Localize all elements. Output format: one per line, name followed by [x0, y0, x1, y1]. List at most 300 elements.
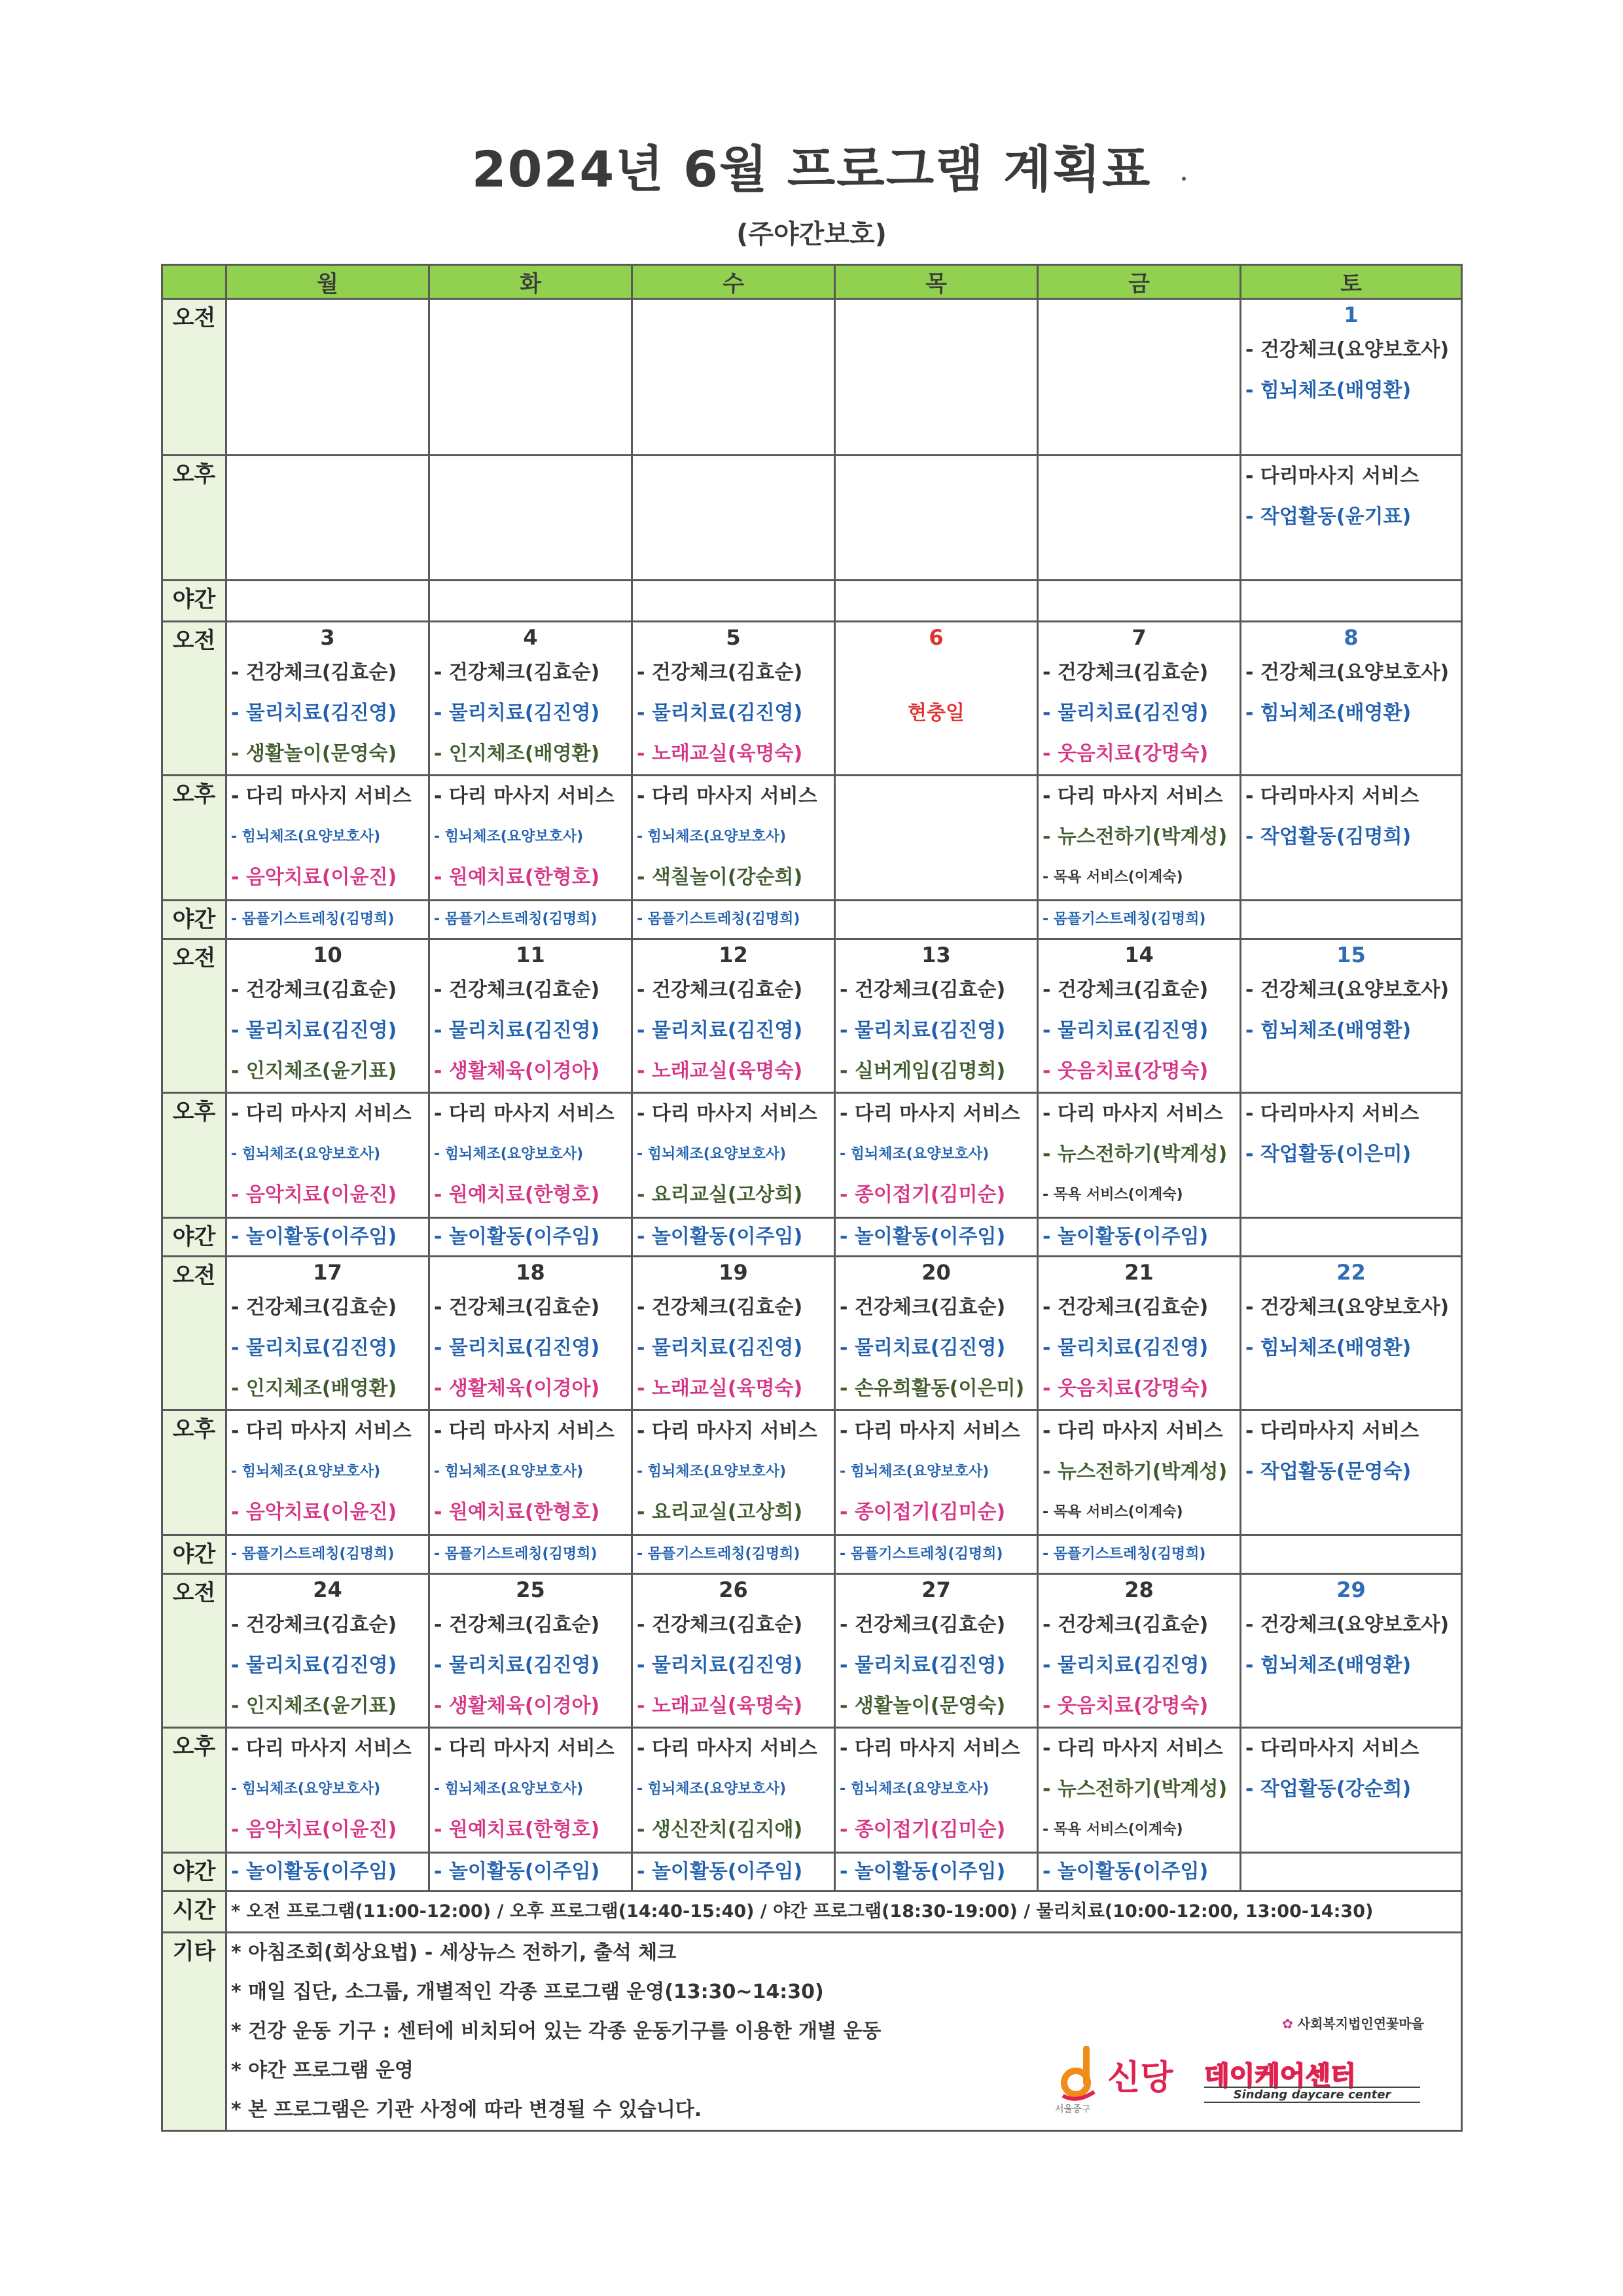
cell-wed-pm: [632, 776, 835, 901]
period-label-am: 오전: [162, 299, 226, 456]
cell-tue-am: [429, 1574, 632, 1728]
cell-mon-ev: [226, 1535, 429, 1574]
activity-item: - 건강체크(요양보호사): [1245, 978, 1450, 1001]
activity-item: - 물리치료(김진영): [231, 1654, 397, 1677]
cell-sat-am: [1241, 1574, 1462, 1728]
activity-item: - 생신잔치(김지애): [637, 1818, 803, 1841]
activity-item: - 음악치료(이윤진): [231, 1818, 397, 1841]
activity-item: - 원예치료(한형호): [434, 1183, 600, 1206]
cell-mon-ev: [226, 901, 429, 939]
activity-item: - 몸플기스트레칭(김명희): [434, 1546, 597, 1562]
activity-item: - 물리치료(김진영): [434, 702, 600, 725]
cell-thu-pm: [835, 456, 1038, 581]
weekday-header-row: [162, 265, 1462, 299]
notes-cell: [226, 1933, 1462, 2131]
date-number: 13: [921, 942, 951, 967]
activity-item: - 다리 마사지 서비스: [840, 1420, 1020, 1443]
title-dot: [1182, 177, 1186, 181]
cell-fri-pm: [1038, 1410, 1241, 1535]
note-line: * 본 프로그램은 기관 사정에 따라 변경될 수 있습니다.: [231, 2098, 702, 2121]
date-number: 17: [313, 1260, 342, 1285]
activity-item: - 힘뇌체조(요양보호사): [231, 829, 381, 845]
activity-item: - 다리마사지 서비스: [1245, 1737, 1419, 1760]
activity-item: - 다리 마사지 서비스: [434, 1420, 615, 1443]
date-number: 6: [929, 625, 944, 650]
activity-item: - 건강체크(김효순): [434, 1613, 600, 1636]
activity-item: - 물리치료(김진영): [1043, 1019, 1209, 1042]
date-number: 25: [516, 1577, 545, 1602]
cell-sat-ev: [1241, 1218, 1462, 1257]
activity-item: - 힘뇌체조(요양보호사): [434, 829, 584, 845]
activity-item: - 노래교실(육명숙): [637, 1695, 803, 1717]
cell-sat-am: [1241, 939, 1462, 1093]
cell-thu-ev: [835, 1218, 1038, 1257]
cell-mon-am: [226, 1257, 429, 1410]
activity-item: - 물리치료(김진영): [840, 1654, 1006, 1677]
activity-item: - 종이접기(김미순): [840, 1501, 1006, 1524]
activity-item: - 다리 마사지 서비스: [637, 785, 817, 808]
cell-tue-am: [429, 939, 632, 1093]
date-number: 27: [921, 1577, 951, 1602]
cell-thu-am: [835, 622, 1038, 776]
date-number: [836, 300, 1037, 330]
header-day-fri: 금: [1038, 265, 1241, 299]
activity-item: - 건강체크(김효순): [231, 661, 397, 684]
activity-item: - 힘뇌체조(요양보호사): [434, 1146, 584, 1162]
cell-mon-ev: [226, 1853, 429, 1892]
note-line: * 매일 집단, 소그룹, 개별적인 각종 프로그램 운영(13:30~14:30): [231, 1981, 824, 2003]
activity-item: - 작업활동(이은미): [1245, 1143, 1412, 1166]
cell-sat-pm: [1241, 1410, 1462, 1535]
cell-fri-am: [1038, 939, 1241, 1093]
activity-item: - 힘뇌체조(요양보호사): [840, 1781, 990, 1797]
activity-item: - 건강체크(김효순): [1043, 978, 1209, 1001]
period-label-pm: 오후: [162, 1728, 226, 1853]
cell-tue-pm: [429, 456, 632, 581]
cell-fri-pm: [1038, 1728, 1241, 1853]
activity-item: - 물리치료(김진영): [1043, 1336, 1209, 1359]
cell-fri-am: [1038, 622, 1241, 776]
cell-mon-am: [226, 622, 429, 776]
activity-item: - 작업활동(김명희): [1245, 825, 1412, 848]
cell-thu-ev: [835, 1535, 1038, 1574]
cell-mon-ev: [226, 1218, 429, 1257]
header-day-thu: 목: [835, 265, 1038, 299]
cell-tue-pm: [429, 1410, 632, 1535]
week-1-ev-row: [162, 581, 1462, 622]
activity-item: - 다리 마사지 서비스: [434, 785, 615, 808]
logo-d-icon: [1058, 2046, 1099, 2101]
week-4-pm-row: [162, 1410, 1462, 1535]
cell-wed-ev: [632, 1535, 835, 1574]
activity-item: - 원예치료(한형호): [434, 866, 600, 889]
activity-item: - 힘뇌체조(요양보호사): [231, 1463, 381, 1480]
period-label-ev: 야간: [162, 1535, 226, 1574]
activity-item: - 웃음치료(강명숙): [1043, 1060, 1209, 1083]
note-line: * 건강 운동 기구 : 센터에 비치되어 있는 각종 운동기구를 이용한 개별 운동: [231, 2020, 882, 2043]
date-number: 14: [1124, 942, 1154, 967]
cell-sat-am: [1241, 622, 1462, 776]
activity-item: - 뉴스전하기(박계성): [1043, 1778, 1228, 1801]
time-row: [162, 1892, 1462, 1933]
week-2-pm-row: [162, 776, 1462, 901]
activity-item: - 물리치료(김진영): [434, 1019, 600, 1042]
activity-item: - 몸플기스트레칭(김명희): [637, 911, 800, 927]
activity-item: - 건강체크(김효순): [434, 978, 600, 1001]
cell-fri-am: [1038, 1574, 1241, 1728]
activity-item: - 다리 마사지 서비스: [1043, 1737, 1223, 1760]
activity-item: - 목욕 서비스(이계숙): [1043, 1187, 1183, 1203]
activity-item: - 다리 마사지 서비스: [231, 1737, 412, 1760]
activity-item: - 몸플기스트레칭(김명희): [231, 1546, 395, 1562]
activity-item: - 몸플기스트레칭(김명희): [637, 1546, 800, 1562]
cell-fri-ev: [1038, 901, 1241, 939]
activity-item: - 다리마사지 서비스: [1245, 785, 1419, 808]
activity-item: - 다리 마사지 서비스: [434, 1102, 615, 1125]
cell-tue-am: [429, 1257, 632, 1410]
activity-item: - 건강체크(김효순): [231, 978, 397, 1001]
period-label-ev: 야간: [162, 901, 226, 939]
cell-thu-am: [835, 1574, 1038, 1728]
note-line: * 야간 프로그램 운영: [231, 2059, 414, 2082]
cell-sat-ev: [1241, 901, 1462, 939]
activity-item: - 놀이활동(이주임): [840, 1860, 1006, 1883]
activity-item: - 다리 마사지 서비스: [231, 785, 412, 808]
cell-thu-am: [835, 1257, 1038, 1410]
activity-item: - 힘뇌체조(배영환): [1245, 702, 1412, 725]
activity-item: - 힘뇌체조(요양보호사): [840, 1146, 990, 1162]
activity-item: - 뉴스전하기(박계성): [1043, 1460, 1228, 1483]
activity-item: - 힘뇌체조(요양보호사): [434, 1463, 584, 1480]
date-number: 28: [1124, 1577, 1154, 1602]
activity-item: - 웃음치료(강명숙): [1043, 742, 1209, 765]
cell-fri-pm: [1038, 1093, 1241, 1218]
activity-item: - 다리마사지 서비스: [1245, 1420, 1419, 1443]
week-3-ev-row: [162, 1218, 1462, 1257]
activity-item: - 건강체크(김효순): [840, 1613, 1006, 1636]
activity-item: - 놀이활동(이주임): [637, 1860, 803, 1883]
activity-item: - 음악치료(이윤진): [231, 1183, 397, 1206]
activity-item: - 다리마사지 서비스: [1245, 465, 1419, 488]
week-2-ev-row: [162, 901, 1462, 939]
cell-mon-pm: [226, 1093, 429, 1218]
activity-item: - 물리치료(김진영): [840, 1336, 1006, 1359]
holiday-label: 현충일: [908, 702, 965, 725]
activity-item: - 생활놀이(문영숙): [231, 742, 397, 765]
cell-sat-pm: [1241, 456, 1462, 581]
activity-item: - 놀이활동(이주임): [840, 1225, 1006, 1248]
activity-item: - 뉴스전하기(박계성): [1043, 825, 1228, 848]
date-number: 5: [726, 625, 741, 650]
activity-item: - 물리치료(김진영): [637, 1336, 803, 1359]
activity-item: - 원예치료(한형호): [434, 1818, 600, 1841]
activity-item: - 놀이활동(이주임): [637, 1225, 803, 1248]
cell-mon-pm: [226, 456, 429, 581]
activity-item: - 다리 마사지 서비스: [231, 1102, 412, 1125]
activity-item: - 놀이활동(이주임): [434, 1225, 600, 1248]
activity-item: - 뉴스전하기(박계성): [1043, 1143, 1228, 1166]
date-number: 1: [1344, 302, 1359, 327]
week-4-ev-row: [162, 1535, 1462, 1574]
date-number: [633, 300, 834, 330]
cell-thu-pm: [835, 1093, 1038, 1218]
date-number: 12: [719, 942, 748, 967]
cell-wed-pm: [632, 1728, 835, 1853]
date-number: 20: [921, 1260, 951, 1285]
period-label-ev: 야간: [162, 1853, 226, 1892]
date-number: 29: [1336, 1577, 1366, 1602]
date-number: [227, 300, 428, 330]
activity-item: - 생활체육(이경아): [434, 1695, 600, 1717]
activity-item: - 다리 마사지 서비스: [1043, 785, 1223, 808]
activity-item: - 힘뇌체조(배영환): [1245, 1019, 1412, 1042]
activity-item: - 힘뇌체조(요양보호사): [637, 1146, 787, 1162]
activity-item: - 물리치료(김진영): [637, 1654, 803, 1677]
activity-item: - 건강체크(김효순): [637, 1613, 803, 1636]
activity-item: - 물리치료(김진영): [1043, 1654, 1209, 1677]
time-info-cell: [226, 1892, 1462, 1933]
week-3-pm-row: [162, 1093, 1462, 1218]
activity-item: - 다리 마사지 서비스: [637, 1420, 817, 1443]
activity-item: - 다리 마사지 서비스: [1043, 1420, 1223, 1443]
cell-wed-ev: [632, 901, 835, 939]
activity-item: - 음악치료(이윤진): [231, 866, 397, 889]
activity-item: - 힘뇌체조(배영환): [1245, 1336, 1412, 1359]
note-line: * 아침조회(회상요법) - 세상뉴스 전하기, 출석 체크: [231, 1941, 677, 1964]
date-number: 21: [1124, 1260, 1154, 1285]
time-info-text: * 오전 프로그램(11:00-12:00) / 오후 프로그램(14:40-15:40) / 야간 프로그램(18:30-19:00) / 물리치료(10:00-12:00, 13:00-14:30): [231, 1901, 1374, 1922]
cell-fri-pm: [1038, 456, 1241, 581]
cell-tue-am: [429, 299, 632, 456]
cell-sat-am: [1241, 1257, 1462, 1410]
activity-item: - 다리마사지 서비스: [1245, 1102, 1419, 1125]
cell-mon-am: [226, 939, 429, 1093]
activity-item: - 다리 마사지 서비스: [637, 1102, 817, 1125]
activity-item: - 다리 마사지 서비스: [1043, 1102, 1223, 1125]
cell-tue-ev: [429, 1535, 632, 1574]
activity-item: - 힘뇌체조(요양보호사): [637, 1781, 787, 1797]
logo-name-big: 신당: [1107, 2058, 1173, 2098]
activity-item: - 놀이활동(이주임): [231, 1860, 397, 1883]
cell-tue-ev: [429, 1853, 632, 1892]
activity-item: - 건강체크(김효순): [637, 661, 803, 684]
activity-item: - 음악치료(이윤진): [231, 1501, 397, 1524]
activity-item: - 건강체크(요양보호사): [1245, 1296, 1450, 1319]
activity-item: - 인지체조(윤기표): [231, 1060, 397, 1083]
activity-item: - 물리치료(김진영): [231, 702, 397, 725]
activity-item: - 몸플기스트레칭(김명희): [840, 1546, 1003, 1562]
date-number: [1039, 300, 1240, 330]
activity-item: - 힘뇌체조(요양보호사): [231, 1146, 381, 1162]
activity-item: - 인지체조(배영환): [231, 1377, 397, 1400]
logo-sub: 서울중구: [1055, 2104, 1091, 2115]
cell-wed-am: [632, 1574, 835, 1728]
activity-item: - 힘뇌체조(요양보호사): [637, 1463, 787, 1480]
activity-item: - 놀이활동(이주임): [1043, 1860, 1209, 1883]
week-4-am-row: [162, 1257, 1462, 1410]
date-number: 7: [1132, 625, 1147, 650]
cell-thu-ev: [835, 901, 1038, 939]
logo-name-en: Sindang daycare center: [1204, 2087, 1420, 2103]
activity-item: - 작업활동(강순희): [1245, 1778, 1412, 1801]
activity-item: - 인지체조(배영환): [434, 742, 600, 765]
header-day-tue: 화: [429, 265, 632, 299]
date-number: 15: [1336, 942, 1366, 967]
activity-item: - 건강체크(김효순): [1043, 661, 1209, 684]
cell-wed-am: [632, 1257, 835, 1410]
header-day-wed: 수: [632, 265, 835, 299]
cell-wed-am: [632, 299, 835, 456]
date-number: 8: [1344, 625, 1359, 650]
activity-item: - 생활체육(이경아): [434, 1060, 600, 1083]
week-1-pm-row: [162, 456, 1462, 581]
cell-wed-pm: [632, 456, 835, 581]
activity-item: - 생활놀이(문영숙): [840, 1695, 1006, 1717]
activity-item: - 노래교실(육명숙): [637, 1060, 803, 1083]
date-number: 26: [719, 1577, 748, 1602]
cell-mon-pm: [226, 1410, 429, 1535]
activity-item: - 다리 마사지 서비스: [231, 1420, 412, 1443]
cell-tue-pm: [429, 1728, 632, 1853]
cell-mon-ev: [226, 581, 429, 622]
cell-tue-ev: [429, 581, 632, 622]
activity-item: - 몸플기스트레칭(김명희): [231, 911, 395, 927]
logo-org-text: 사회복지법인연꽃마을: [1297, 2016, 1424, 2032]
cell-tue-am: [429, 622, 632, 776]
cell-fri-pm: [1038, 776, 1241, 901]
week-5-pm-row: [162, 1728, 1462, 1853]
cell-sat-pm: [1241, 1728, 1462, 1853]
week-1-am-row: [162, 299, 1462, 456]
etc-label: 기타: [162, 1933, 226, 2131]
date-number: 19: [719, 1260, 748, 1285]
logo-name-center: 데이케어센터: [1204, 2061, 1356, 2091]
activity-item: - 다리 마사지 서비스: [637, 1737, 817, 1760]
activity-item: - 물리치료(김진영): [840, 1019, 1006, 1042]
activity-item: - 요리교실(고상희): [637, 1501, 803, 1524]
period-label-pm: 오후: [162, 1093, 226, 1218]
cell-thu-ev: [835, 581, 1038, 622]
period-label-am: 오전: [162, 1574, 226, 1728]
schedule-table: [161, 264, 1463, 2132]
date-number: [430, 300, 631, 330]
header-day-sat: 토: [1241, 265, 1462, 299]
activity-item: - 색칠놀이(강순희): [637, 866, 803, 889]
cell-thu-ev: [835, 1853, 1038, 1892]
period-label-pm: 오후: [162, 456, 226, 581]
page-title: 2024년 6월 프로그램 계획표: [471, 140, 1152, 198]
date-number: 4: [523, 625, 538, 650]
activity-item: - 건강체크(김효순): [434, 661, 600, 684]
activity-item: - 힘뇌체조(요양보호사): [231, 1781, 381, 1797]
activity-item: - 건강체크(김효순): [840, 978, 1006, 1001]
activity-item: - 몸플기스트레칭(김명희): [1043, 911, 1206, 927]
cell-thu-pm: [835, 776, 1038, 901]
activity-item: [836, 653, 1037, 693]
cell-fri-ev: [1038, 1535, 1241, 1574]
activity-item: - 생활체육(이경아): [434, 1377, 600, 1400]
cell-fri-ev: [1038, 1853, 1241, 1892]
activity-item: - 건강체크(김효순): [231, 1296, 397, 1319]
activity-item: - 물리치료(김진영): [1043, 702, 1209, 725]
activity-item: - 종이접기(김미순): [840, 1818, 1006, 1841]
week-5-ev-row: [162, 1853, 1462, 1892]
date-number: 3: [320, 625, 335, 650]
week-2-am-row: [162, 622, 1462, 776]
activity-item: - 물리치료(김진영): [434, 1336, 600, 1359]
activity-item: - 건강체크(김효순): [1043, 1296, 1209, 1319]
activity-item: - 노래교실(육명숙): [637, 1377, 803, 1400]
cell-wed-am: [632, 939, 835, 1093]
cell-sat-ev: [1241, 1535, 1462, 1574]
activity-item: - 손유희활동(이은미): [840, 1377, 1025, 1400]
period-label-pm: 오후: [162, 776, 226, 901]
activity-item: - 몸플기스트레칭(김명희): [1043, 1546, 1206, 1562]
activity-item: - 몸플기스트레칭(김명희): [434, 911, 597, 927]
date-number: 10: [313, 942, 342, 967]
week-3-am-row: [162, 939, 1462, 1093]
activity-item: - 목욕 서비스(이계숙): [1043, 869, 1183, 886]
activity-item: - 힘뇌체조(요양보호사): [637, 829, 787, 845]
activity-item: - 힘뇌체조(배영환): [1245, 1654, 1412, 1677]
activity-item: - 건강체크(김효순): [231, 1613, 397, 1636]
period-label-ev: 야간: [162, 1218, 226, 1257]
activity-item: - 목욕 서비스(이계숙): [1043, 1504, 1183, 1520]
cell-tue-pm: [429, 1093, 632, 1218]
date-number: 22: [1336, 1260, 1366, 1285]
activity-item: - 목욕 서비스(이계숙): [1043, 1821, 1183, 1838]
activity-item: - 물리치료(김진영): [231, 1019, 397, 1042]
time-label: 시간: [162, 1892, 226, 1933]
activity-item: - 놀이활동(이주임): [231, 1225, 397, 1248]
activity-item: - 종이접기(김미순): [840, 1183, 1006, 1206]
activity-item: - 물리치료(김진영): [434, 1654, 600, 1677]
activity-item: - 요리교실(고상희): [637, 1183, 803, 1206]
activity-item: - 작업활동(윤기표): [1245, 505, 1412, 528]
logo-org-name: [1282, 2013, 1424, 2032]
cell-sat-ev: [1241, 1853, 1462, 1892]
activity-item: - 건강체크(김효순): [434, 1296, 600, 1319]
cell-sat-pm: [1241, 1093, 1462, 1218]
activity-item: - 다리 마사지 서비스: [840, 1102, 1020, 1125]
activity-item: - 웃음치료(강명숙): [1043, 1695, 1209, 1717]
activity-item: - 놀이활동(이주임): [434, 1860, 600, 1883]
activity-item: - 건강체크(김효순): [637, 978, 803, 1001]
activity-item: - 건강체크(김효순): [840, 1296, 1006, 1319]
cell-tue-ev: [429, 901, 632, 939]
cell-mon-pm: [226, 776, 429, 901]
activity-item: - 물리치료(김진영): [637, 702, 803, 725]
activity-item: - 물리치료(김진영): [231, 1336, 397, 1359]
cell-fri-ev: [1038, 1218, 1241, 1257]
activity-item: - 건강체크(요양보호사): [1245, 1613, 1450, 1636]
cell-fri-am: [1038, 299, 1241, 456]
cell-mon-pm: [226, 1728, 429, 1853]
week-5-am-row: [162, 1574, 1462, 1728]
activity-item: - 작업활동(문영숙): [1245, 1460, 1412, 1483]
activity-item: - 실버게임(김명희): [840, 1060, 1006, 1083]
cell-tue-ev: [429, 1218, 632, 1257]
cell-tue-pm: [429, 776, 632, 901]
period-label-am: 오전: [162, 622, 226, 776]
activity-item: - 웃음치료(강명숙): [1043, 1377, 1209, 1400]
cell-fri-am: [1038, 1257, 1241, 1410]
date-number: 18: [516, 1260, 545, 1285]
header-day-mon: 월: [226, 265, 429, 299]
activity-item: - 건강체크(요양보호사): [1245, 661, 1450, 684]
cell-wed-ev: [632, 1218, 835, 1257]
activity-item: - 힘뇌체조(요양보호사): [840, 1463, 990, 1480]
